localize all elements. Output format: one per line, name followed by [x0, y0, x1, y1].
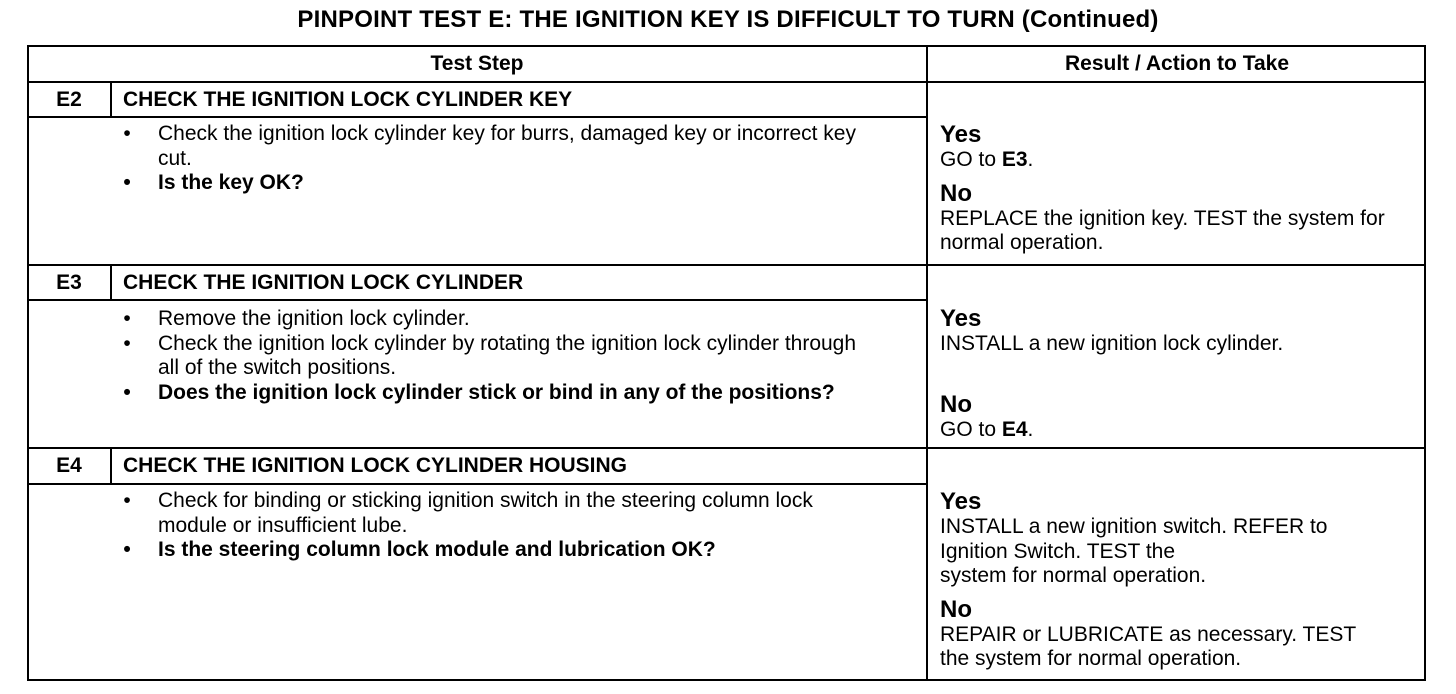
bullet-item: • Check for binding or sticking ignition switch in the steering column lock module or insufficient lube. [123, 489, 813, 537]
step-title-divider [27, 483, 927, 485]
step-title: CHECK THE IGNITION LOCK CYLINDER [123, 271, 524, 294]
bullet-item: • Check the ignition lock cylinder by rotating the ignition lock cylinder through all of the switch positions. [123, 331, 857, 379]
step-code: E2 [56, 88, 82, 111]
code-divider [110, 264, 112, 300]
code-divider [110, 81, 112, 117]
bullet-icon: • [123, 489, 131, 512]
bullet-icon: • [123, 122, 131, 145]
step-title-divider [27, 116, 927, 118]
header-result: Result / Action to Take [1064, 52, 1290, 75]
bullet-icon: • [123, 307, 131, 330]
bullet-item: • Check the ignition lock cylinder key for burrs, damaged key or incorrect key cut. [123, 122, 856, 170]
yes-label: Yes [940, 488, 982, 515]
header-divider [27, 81, 1426, 83]
step-bullets [122, 489, 862, 563]
no-action: REPAIR or LUBRICATE as necessary. TEST the system for normal operation. [940, 622, 1356, 670]
result-block-no [940, 392, 1420, 443]
step-title: CHECK THE IGNITION LOCK CYLINDER KEY [123, 88, 573, 111]
bullet-icon: • [123, 380, 131, 404]
yes-label: Yes [940, 121, 982, 148]
step-code: E3 [56, 271, 82, 294]
yes-action: GO to E3. [940, 148, 1034, 171]
bullet-icon: • [123, 171, 131, 194]
result-block [940, 306, 1420, 357]
step-bullets [122, 122, 892, 196]
no-label: No [940, 391, 972, 418]
step-divider [27, 264, 1426, 266]
no-action: REPLACE the ignition key. TEST the system for normal operation. [940, 206, 1385, 254]
step-title: CHECK THE IGNITION LOCK CYLINDER HOUSING [123, 454, 628, 477]
bullet-icon: • [123, 538, 131, 561]
bullet-item: • Remove the ignition lock cylinder. [123, 307, 470, 330]
result-block [940, 489, 1420, 672]
no-label: No [940, 595, 972, 623]
yes-action-line: Ignition Switch. TEST the [940, 539, 1176, 563]
bullet-question: • Is the steering column lock module and lubrication OK? [123, 538, 716, 561]
step-bullets [122, 307, 862, 405]
result-block [940, 122, 1420, 256]
header-test-step: Test Step [430, 52, 524, 75]
step-code: E4 [56, 454, 82, 477]
code-divider [110, 447, 112, 484]
bullet-question: • Does the ignition lock cylinder stick or bind in any of the positions? [123, 380, 835, 404]
step-divider [27, 447, 1426, 449]
bullet-question: • Is the key OK? [123, 171, 304, 194]
no-label: No [940, 179, 972, 207]
yes-action-line: system for normal operation. [940, 564, 1207, 587]
step-title-divider [27, 299, 927, 301]
column-divider [926, 45, 928, 681]
no-action: GO to E4. [940, 418, 1034, 441]
yes-action: INSTALL a new ignition lock cylinder. [940, 332, 1284, 355]
yes-action-line: INSTALL a new ignition switch. REFER to [940, 515, 1328, 538]
bullet-icon: • [123, 331, 131, 355]
yes-label: Yes [940, 305, 982, 332]
page-title: PINPOINT TEST E: THE IGNITION KEY IS DIFFICULT TO TURN (Continued) [297, 6, 1159, 33]
